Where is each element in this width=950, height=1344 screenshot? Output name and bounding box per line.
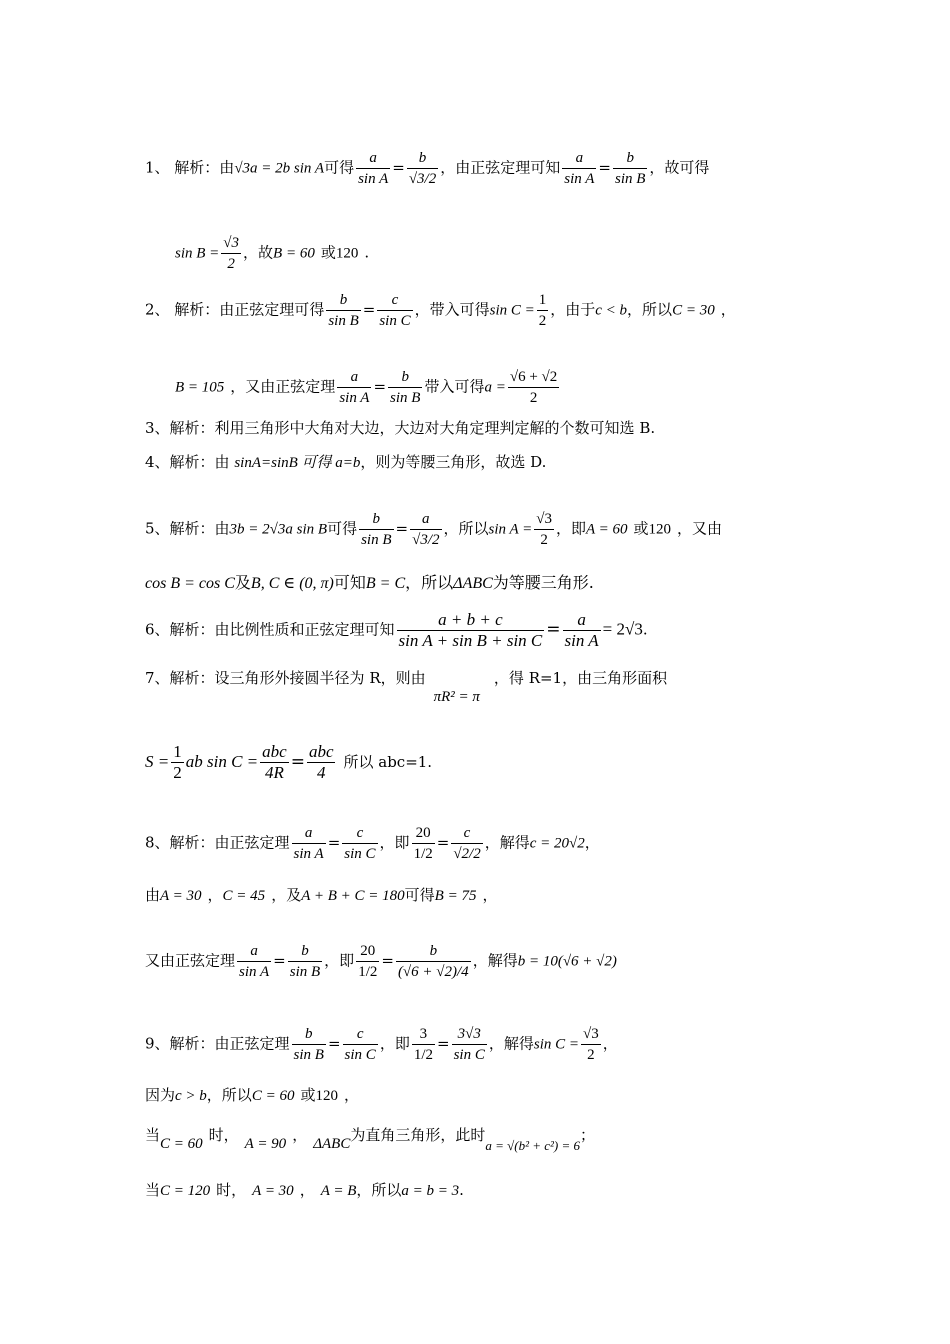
problem-2-lead: 2、 解析：由正弦定理可得 (145, 300, 325, 319)
math: cos B = cos C (145, 575, 235, 592)
fraction: $\frac{1}{2}$ (173, 742, 182, 782)
fraction: $\frac{b}{\text{sin B}}$ (390, 369, 421, 406)
problem-8-line-3: 又由正弦定理 $\frac{a}{\text{sin A}}$ = $\frac{b}{\text{sin B}}$ ，即 $\frac{20}{1/2}$ = $\frac{b}{(√6 + √2)/4}$ ，解得b = 10(√6 + √2) (145, 943, 617, 980)
text: . (459, 1181, 464, 1199)
math: ΔABC (453, 575, 493, 592)
math: c = 20√2 (529, 835, 585, 852)
fraction: $\frac{a}{√3/2}$ (412, 511, 440, 548)
problem-5-line-2 (145, 573, 594, 594)
text: ，即 (556, 519, 587, 538)
problem-8-line-1: 8、解析：由正弦定理 $\frac{a}{\text{sin A}}$ = $\frac{c}{\text{sin C}}$ ，即 $\frac{20}{1/2}$ = $\frac{c}{√2/2}$ ，解得c = 20√2， (145, 825, 600, 862)
math: ab sin C = (185, 752, 259, 771)
fraction: $\frac{a + b + c}{\text{sin A + sin B + sin C}}$ (398, 610, 543, 650)
fraction: $\frac{3√3}{\text{sin C}}$ (453, 1026, 485, 1063)
text: ， (299, 1181, 315, 1199)
problem-9-line-2 (145, 1085, 359, 1106)
text: 带入可得 (424, 377, 485, 396)
text: 或 (300, 1086, 316, 1104)
problem-1-line-2 (175, 233, 369, 274)
problem-8-lead: 8、解析：由正弦定理 (145, 833, 290, 852)
text: ， (602, 1034, 618, 1053)
text: 又由正弦定理 (145, 951, 236, 970)
text: ，又由正弦定理 (230, 377, 336, 396)
text: 当 (145, 1181, 161, 1199)
text: ，又由 (677, 519, 723, 538)
problem-9-lead: 9、解析：由正弦定理 (145, 1034, 290, 1053)
fraction: $\frac{c}{√2/2}$ (453, 825, 481, 862)
problem-2-line-2: B = 105 ，又由正弦定理 $\frac{a}{\text{sin A}}$ = $\frac{b}{\text{sin B}}$ 带入可得a = $\frac{√6 + √2}{2}$ (175, 369, 558, 406)
fraction: $\frac{√3}{2}$ (223, 235, 240, 272)
fraction: $\frac{\text{abc}}{4}$ (308, 742, 334, 782)
text: ，则为等腰三角形，故选 D. (360, 453, 547, 471)
text: ，故可得 (649, 158, 710, 177)
text: ，即 (379, 1034, 410, 1053)
problem-8-line-2 (145, 885, 497, 906)
fraction: $\frac{a}{\text{sin A}}$ (339, 369, 370, 406)
math: c > b (175, 1088, 207, 1104)
fraction: $\frac{3}{1/2}$ (413, 1026, 433, 1063)
text: ，由于 (550, 300, 596, 319)
fraction: $\frac{1}{2}$ (538, 292, 547, 329)
problem-7-line-1 (145, 668, 668, 705)
text: ，所以 (405, 573, 454, 592)
problem-5-line-1: 5、解析：由3b = 2√3a sin B可得 $\frac{b}{\text{sin B}}$ = $\frac{a}{√3/2}$ ，所以sin A = $\frac{√3}{2}$ ，即A = 60 或120 ，又由 (145, 511, 723, 548)
fraction: $\frac{c}{\text{sin C}}$ (344, 825, 376, 862)
math: 120 (315, 1088, 338, 1104)
math: = 2√3 (602, 619, 643, 639)
problem-6: 6、解析：由比例性质和正弦定理可知 $\frac{a + b + c}{\text{sin A + sin B + sin C}}$ = $\frac{a}{\text{sin A}}$ = 2√3. (145, 610, 648, 650)
equation: √3a = 2b sin A (234, 160, 325, 177)
fraction: $\frac{20}{1/2}$ (358, 943, 378, 980)
math: sin A = (488, 521, 533, 538)
math: c < b (595, 302, 628, 319)
text: ，所以 (627, 300, 673, 319)
fraction: $\frac{c}{\text{sin C}}$ (344, 1026, 376, 1063)
math: 120 (335, 245, 359, 262)
text: ，所以 (443, 519, 489, 538)
problem-5-lead: 5、解析：由 (145, 519, 230, 538)
equation: 3b = 2√3a sin B (229, 521, 328, 538)
problem-4 (145, 452, 546, 473)
problem-6-lead: 6、解析：由比例性质和正弦定理可知 (145, 620, 395, 639)
fraction: $\frac{b}{\text{sin B}}$ (289, 943, 321, 980)
text: ； (580, 1126, 596, 1144)
text: 及 (234, 573, 251, 592)
math: S = (145, 752, 170, 771)
fraction: $\frac{√3}{2}$ (583, 1026, 599, 1063)
text: 为等腰三角形. (492, 573, 594, 592)
math: C = 60 (251, 1088, 295, 1104)
text: ， (584, 833, 600, 852)
fraction: $\frac{b}{\text{sin B}}$ (361, 511, 392, 548)
problem-2-line-1: 2、 解析：由正弦定理可得 $\frac{b}{\text{sin B}}$ = $\frac{c}{\text{sin C}}$ ，带入可得sin C = $\frac{1}{2}$ ，由于c < b，所以C = 30 ， (145, 292, 736, 329)
text: . (364, 243, 370, 262)
fraction: $\frac{a}{\text{sin A}}$ (239, 943, 270, 980)
fraction: $\frac{b}{\text{sin B}}$ (614, 150, 646, 187)
text: 时， (208, 1126, 239, 1144)
equals-sign: = (392, 158, 405, 177)
text: 时， (216, 1181, 247, 1199)
math: sin C = (489, 302, 535, 319)
text: ，得 R=1，由三角形面积 (493, 669, 668, 687)
text: ， (482, 886, 498, 904)
math: 120 (648, 521, 672, 538)
equation: πR² = π (433, 689, 480, 705)
math: ΔABC (313, 1136, 351, 1152)
problem-3: 3、解析：利用三角形中大角对大边，大边对大角定理判定解的个数可知选 B. (145, 419, 656, 437)
math: sin B = (175, 245, 220, 262)
problem-9-line-4 (145, 1180, 464, 1201)
math: B = 75 (434, 888, 477, 904)
math: C = 45 (222, 888, 266, 904)
problem-1-lead: 1、 解析：由 (145, 158, 235, 177)
text: 可得 (327, 519, 358, 538)
math: A = 30 (252, 1183, 294, 1199)
text: 当 (145, 1126, 161, 1144)
math: A = 60 (586, 521, 628, 538)
math: B = 60 (273, 245, 315, 262)
text: 为直角三角形，此时 (350, 1126, 486, 1144)
text: . (642, 620, 648, 639)
text: ，故 (243, 243, 274, 262)
math: C = 120 (160, 1183, 211, 1199)
text: ， (343, 1086, 359, 1104)
problem-4-lead: 4、解析：由 (145, 453, 235, 471)
problem-7-lead: 7、解析：设三角形外接圆半径为 R，则由 (145, 669, 426, 687)
fraction: $\frac{b}{\text{sin B}}$ (293, 1026, 324, 1063)
fraction: $\frac{√6 + √2}{2}$ (509, 369, 558, 406)
math: a = b = 3 (401, 1183, 460, 1199)
math: A = 90 (244, 1136, 287, 1152)
math: C = 60 (160, 1136, 203, 1152)
text: 或 (633, 519, 649, 538)
text: ，由正弦定理可知 (440, 158, 561, 177)
math: a = √(b² + c²) = 6 (485, 1138, 581, 1153)
math: a = (484, 379, 506, 396)
text: ， (207, 886, 223, 904)
text: ，所以 (356, 1181, 402, 1199)
text: ，解得 (488, 1034, 534, 1053)
text: ，即 (324, 951, 355, 970)
math: sin C = (533, 1036, 579, 1053)
problem-9-line-3 (145, 1125, 596, 1153)
math: A + B + C = 180 (301, 888, 405, 904)
math: B, C ∈ (0, π) (250, 575, 334, 592)
fraction: $\frac{\text{abc}}{4R}$ (262, 742, 287, 782)
text: 可得 (324, 158, 355, 177)
text: 可知 (333, 573, 366, 592)
fraction: $\frac{√3}{2}$ (536, 511, 552, 548)
text: 由 (145, 886, 161, 904)
math: A = B (320, 1183, 357, 1199)
fraction: $\frac{c}{\text{sin C}}$ (379, 292, 411, 329)
text: ，解得 (484, 833, 530, 852)
problem-7-line-2: S = $\frac{1}{2}$ ab sin C = $\frac{\text{abc}}{4R}$ = $\frac{\text{abc}}{4}$ 所以 abc=1. (145, 742, 433, 782)
text: 所以 abc=1. (343, 753, 433, 771)
math: B = C (365, 575, 406, 592)
fraction: $\frac{a}{\text{sin A}}$ (358, 150, 389, 187)
text: ，解得 (472, 951, 518, 970)
problem-9-line-1: 9、解析：由正弦定理 $\frac{b}{\text{sin B}}$ = $\frac{c}{\text{sin C}}$ ，即 $\frac{3}{1/2}$ = $\frac{3√3}{\text{sin C}}$ ，解得sin C = $\frac{√3}{2}$ ， (145, 1026, 618, 1063)
text: ，带入可得 (414, 300, 490, 319)
text: 可得 (404, 886, 435, 904)
text: 因为 (145, 1086, 176, 1104)
text: ，及 (271, 886, 302, 904)
fraction: $\frac{a}{\text{sin A}}$ (564, 610, 599, 650)
fraction: $\frac{b}{\text{sin B}}$ (328, 292, 359, 329)
math: sinA=sinB 可得 a=b (234, 455, 361, 471)
math: A = 30 (160, 888, 202, 904)
math: C = 30 (672, 302, 715, 319)
text: ， (292, 1126, 308, 1144)
fraction: $\frac{a}{\text{sin A}}$ (564, 150, 595, 187)
math: b = 10(√6 + √2) (517, 953, 617, 970)
fraction: $\frac{b}{√3/2}$ (408, 150, 437, 187)
text: ，即 (379, 833, 410, 852)
fraction: $\frac{a}{\text{sin A}}$ (293, 825, 324, 862)
problem-1-line-1: 1、 解析：由√3a = 2b sin A可得 $\frac{a}{\text{sin A}}$ = $\frac{b}{√3/2}$ ，由正弦定理可知 $\frac{a}{\text{sin A}}$ = $\frac{b}{\text{sin B}}$ ，故可得 (145, 150, 710, 187)
text: 或 (320, 243, 336, 262)
text: ， (720, 300, 736, 319)
math: B = 105 (175, 379, 225, 396)
fraction: $\frac{b}{(√6 + √2)/4}$ (397, 943, 469, 980)
fraction: $\frac{20}{1/2}$ (413, 825, 433, 862)
text: ，所以 (206, 1086, 252, 1104)
